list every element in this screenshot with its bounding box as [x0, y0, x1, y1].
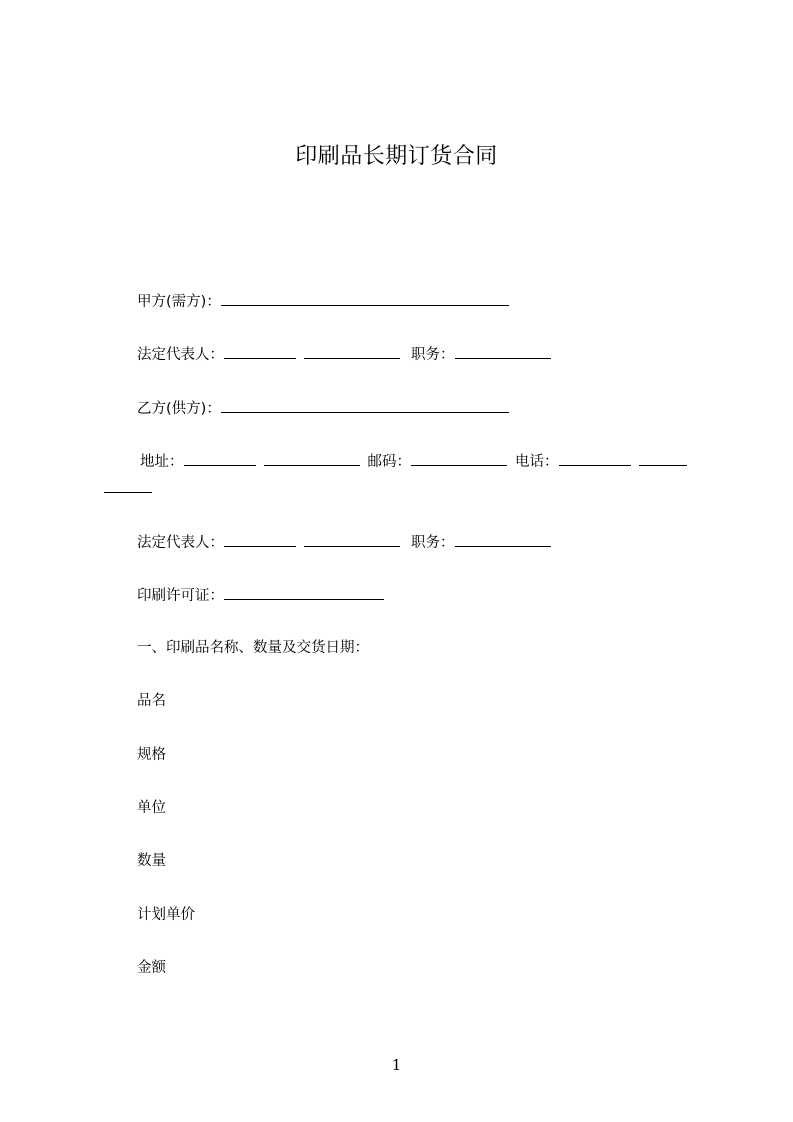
party-a-blank[interactable] — [221, 291, 509, 306]
item-amount-label: 金额 — [137, 960, 166, 976]
party-b-position-label: 职务： — [411, 535, 455, 551]
party-a-rep-blank-2[interactable] — [304, 344, 400, 359]
party-b-position-blank[interactable] — [455, 532, 551, 547]
party-b-contact-line — [140, 451, 687, 472]
party-b-line — [137, 398, 509, 419]
party-b-rep-blank-2[interactable] — [304, 532, 400, 547]
license-blank[interactable] — [224, 585, 384, 600]
party-b-rep-line — [137, 532, 551, 553]
postcode-blank[interactable] — [411, 451, 507, 466]
party-b-rep-blank-1[interactable] — [224, 532, 296, 547]
section-1-heading: 一、印刷品名称、数量及交货日期： — [137, 640, 369, 656]
phone-blank-2[interactable] — [639, 451, 687, 466]
license-label: 印刷许可证： — [137, 588, 224, 604]
license-line — [137, 585, 384, 606]
party-a-line — [137, 291, 509, 312]
party-a-position-label: 职务： — [411, 347, 455, 363]
address-blank-1[interactable] — [184, 451, 256, 466]
phone-blank-3[interactable] — [104, 478, 152, 493]
item-unit-price-label: 计划单价 — [137, 907, 195, 923]
phone-continuation-line — [104, 478, 152, 499]
party-a-rep-label: 法定代表人： — [137, 347, 224, 363]
phone-blank-1[interactable] — [559, 451, 631, 466]
party-b-label: 乙方(供方)： — [137, 401, 221, 417]
phone-label: 电话： — [515, 454, 559, 470]
document-title: 印刷品长期订货合同 — [295, 144, 498, 169]
party-b-rep-label: 法定代表人： — [137, 535, 224, 551]
party-a-position-blank[interactable] — [455, 344, 551, 359]
item-spec-label: 规格 — [137, 747, 166, 763]
item-name-label: 品名 — [137, 693, 166, 709]
party-a-label: 甲方(需方)： — [137, 294, 221, 310]
party-a-rep-line — [137, 344, 551, 365]
item-quantity-label: 数量 — [137, 853, 166, 869]
address-label: 地址： — [140, 454, 184, 470]
address-blank-2[interactable] — [264, 451, 360, 466]
party-b-blank[interactable] — [221, 398, 509, 413]
item-unit-label: 单位 — [137, 800, 166, 816]
party-a-rep-blank-1[interactable] — [224, 344, 296, 359]
postcode-label: 邮码： — [367, 454, 411, 470]
page-number: 1 — [391, 1056, 402, 1074]
